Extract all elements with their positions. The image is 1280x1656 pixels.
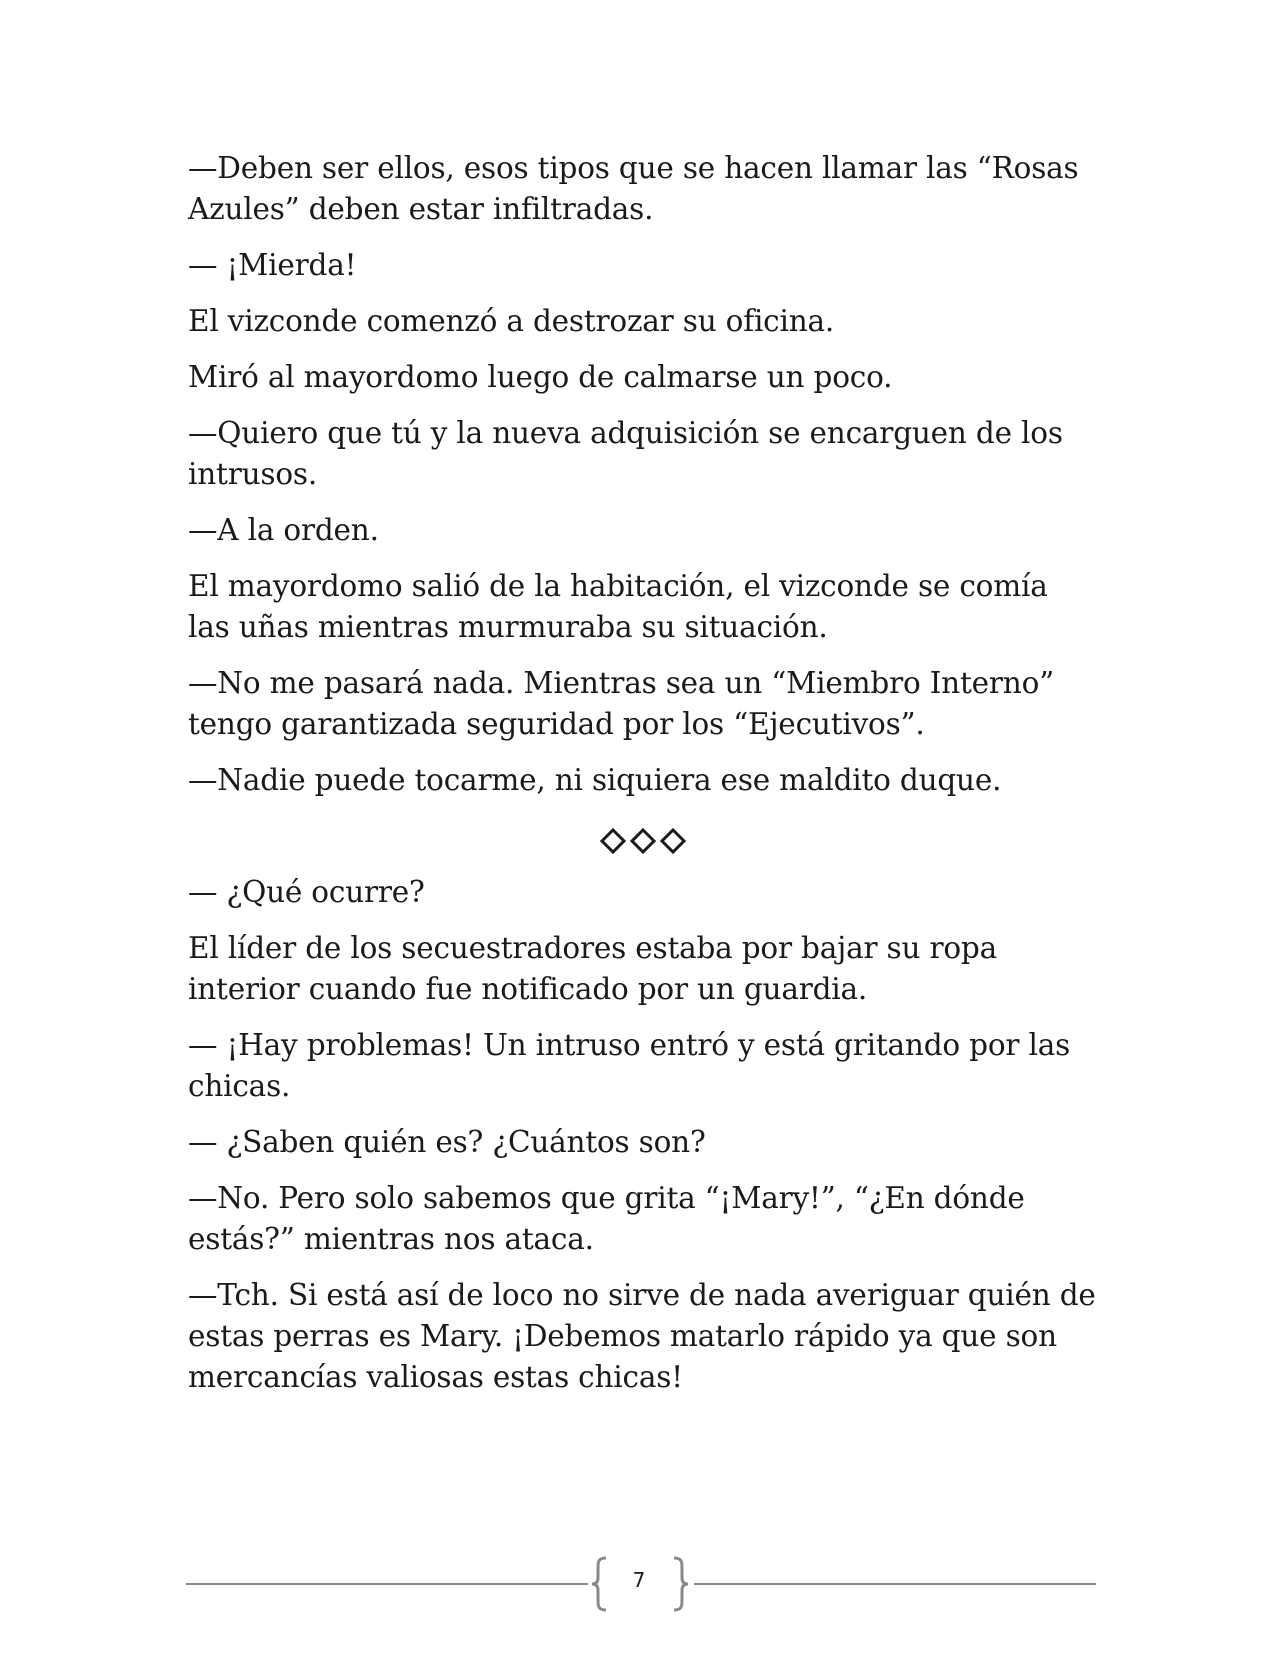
paragraph: —Deben ser ellos, esos tipos que se hacen llamar las “Rosas Azules” deben estar infiltradas.: [188, 151, 1079, 226]
paragraph: —No. Pero solo sabemos que grita “¡Mary!”, “¿En dónde estás?” mientras nos ataca.: [188, 1181, 1025, 1256]
scene-separator: [188, 816, 1098, 866]
paragraph: —Tch. Si está así de loco no sirve de nada averiguar quién de estas perras es Mary. ¡Debemos matarlo rápido ya que son mercancías valiosas estas chicas!: [188, 1278, 1096, 1394]
diamond-outline-icon: [599, 827, 627, 855]
paragraph: El líder de los secuestradores estaba por bajar su ropa interior cuando fue notificado por un guardia.: [188, 931, 997, 1006]
footer-rule-right: [694, 1583, 1096, 1585]
paragraph: —No me pasará nada. Mientras sea un “Miembro Interno” tengo garantizada seguridad por los “Ejecutivos”.: [188, 666, 1055, 741]
paragraph: — ¿Saben quién es? ¿Cuántos son?: [188, 1125, 706, 1159]
paragraph: El vizconde comenzó a destrozar su oficina.: [188, 304, 835, 338]
paragraph: El mayordomo salió de la habitación, el vizconde se comía las uñas mientras murmuraba su situación.: [188, 569, 1048, 644]
right-curly-bracket-icon: [672, 1556, 690, 1612]
diamond-outline-icon: [629, 827, 657, 855]
paragraph: Miró al mayordomo luego de calmarse un poco.: [188, 360, 893, 394]
paragraph: — ¿Qué ocurre?: [188, 875, 425, 909]
paragraph: — ¡Mierda!: [188, 248, 357, 282]
page-footer: [186, 1556, 1096, 1612]
footer-rule-left: [186, 1583, 588, 1585]
paragraph: — ¡Hay problemas! Un intruso entró y está gritando por las chicas.: [188, 1028, 1071, 1103]
paragraph: —A la orden.: [188, 513, 379, 547]
paragraph: —Quiero que tú y la nueva adquisición se encarguen de los intrusos.: [188, 416, 1063, 491]
page-body: [188, 148, 1098, 1413]
diamond-outline-icon: [659, 827, 687, 855]
page-number: 7: [632, 1568, 646, 1592]
paragraph: —Nadie puede tocarme, ni siquiera ese maldito duque.: [188, 763, 1002, 797]
